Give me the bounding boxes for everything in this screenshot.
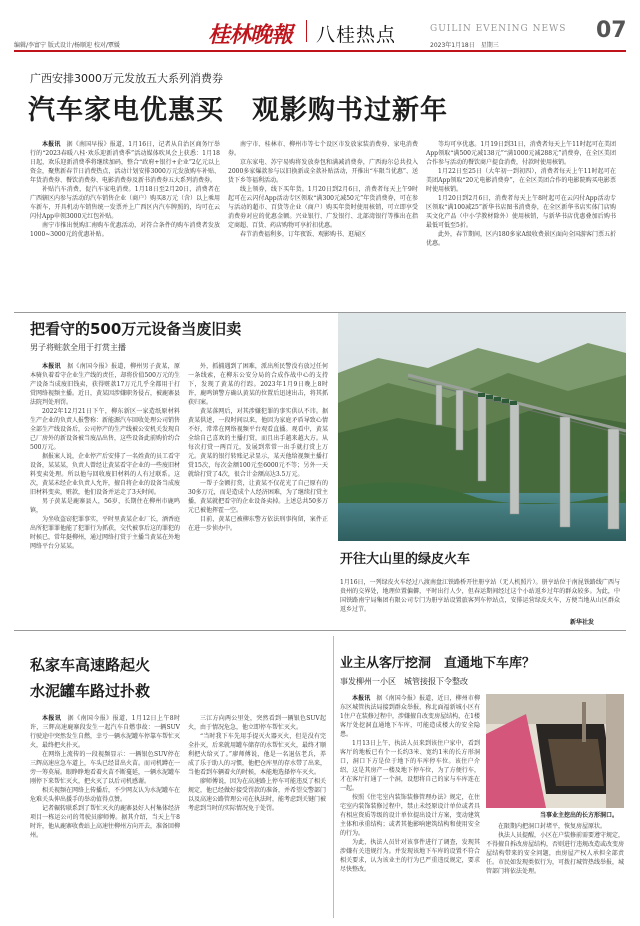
hole-photo: [486, 694, 624, 808]
paragraph: 一帮子金额打赏，让黄某不仅花光了自己原有的30多万元，而是造成个人经济困难，为了继续打赏主播，黄某就把看守的企业设备卖掉。上述总共50多万元已被他挥霍一空。: [188, 480, 328, 514]
paragraph: “当时我下车先用手提灭火器灭火，但是没有完全扑灭，后来就用罐车储存的水帮忙灭火，最终才顺利把火给灭了。”廖师傅说，他是一名退伍老兵，养成了乐于助人的习惯，他把仓库里的存水带了出来，当他看到车辆着火的时候，本能地选择停车灭火。: [188, 733, 326, 776]
section-name: 八桂热点: [316, 24, 397, 46]
page-number: 07: [596, 18, 627, 43]
paragraph: 执法人员提醒，小区在户装修前需要遵守规定，不得擅自拆改房屋结构，否则进行违规改造或改变房屋结构带来的安全问题，由房屋产权人承担全部责任。市民如发现类似行为，可拨打城管热线举报，城管部门将依法处理。: [486, 832, 624, 875]
paragraph: 相关视频在网络上传播后，不少网友认为水泥罐车在危难关头伸出援手的举动值得点赞。: [30, 787, 180, 803]
paragraph: 本报讯 据《南国早报》报道，1月16日，记者从自治区商务厅举行的“2023春暖八桂·欢乐迎新消费季”活动媒体吹风会上获悉：1月18日起，欢乐迎新消费季将继续加码，整合“政府+银行+企业”2亿元以上资金，聚焦新春节日消费热点，活动计划安排3000万元发放购车补贴、年货消费券、餐饮消费券、电影消费券及新书消费券五大系列消费券。: [30, 141, 220, 184]
story4-column-1: [340, 694, 480, 916]
lead-column-2: [228, 140, 418, 308]
story3-column-1: [30, 714, 180, 916]
paragraph: 本报讯 据《南国今报》报道，近日，柳州市柳东区城管执法局接到群众举报，称北面福新城小区有1住户在装修过程中，涉嫌擅自改变房屋结构，在1楼客厅处挖洞直通地下车库，可能造成楼大的安全隐患。: [340, 695, 480, 738]
story2-subhead: 男子将赃款全用于打赏主播: [30, 343, 126, 352]
paragraph: 南宁市推出悦购汇南购车优惠活动，对符合条件的购车消费者发放1000~3000元的优惠补贴。: [30, 222, 220, 238]
hole-photo-image: [486, 694, 624, 808]
story4-subhead: 事发柳州一小区 城管接报下令整改: [340, 677, 468, 686]
paragraph: 春节消费福利多，订年夜饭、观影购书、逛展区: [240, 231, 367, 238]
lead-headline: 汽车家电优惠买 观影购书过新年: [28, 95, 448, 126]
masthead-divider: [306, 20, 307, 42]
paragraph: 廖师傅说，因为在高速路上停车可能违反了相关规定，他已经做好接受罚款的准备，并希望交警部门以及高速公路管理公司在执法时，能考虑到关键门被考虑到当时的实际情况免于处罚。: [188, 778, 326, 812]
credits: 编辑/李富宁 版式设计/杨顺迎 校对/覃媛: [14, 42, 120, 49]
paragraph: 记者辗转联系到了帮忙灭火的鹿寨县好人村集体经济项目一栋运公司的驾驶员廖师傅。据其介绍，当天上午8时许，他从鹿寨收费站上高速往柳州方向开去，准备回柳州。: [30, 805, 180, 839]
paragraph: 补贴汽车消费，促汽车家电消费。1月18日至2月20日，消费者在广西辖区内参与活动的汽车销售企业（商户）购买8万元（含）以上乘用车新车，开具机动车销售统一发票并上广西区内汽车牌照的，均可在云闪付App申领3000元红包补贴。: [30, 186, 220, 220]
hole-photo-caption: 当事业主挖出的长方形洞口。: [540, 812, 619, 819]
paragraph: 1月13日上午，执法人员来到该住户家中，看到客厅的地板已有个一长约3米、宽约1米的长方形洞口，洞口下方是位于地下的车库停车位。该住户介绍，这是其房产一楼及地下停车位，为了方便行车，才在客厅打通了一个洞，设想将自己的家与车库连在一起。: [340, 740, 480, 792]
masthead-rule: [14, 50, 626, 52]
paragraph: 1月20日到2月6日，消费者每天上午8时起可在云闪付App活动专区领取“满100减25”新华书店图书消费券，在全区新华书店实体门店购买文化产品（中小学教材除外）使用核销，与新华书店优惠叠加后购书最低可低至5折。: [426, 195, 616, 229]
issue-date: 2023年1月18日 星期三: [430, 42, 499, 49]
story3-column-2: [188, 714, 326, 916]
middle-rule: [14, 630, 626, 631]
story4-headline: 业主从客厅挖洞 直通地下车库？: [340, 656, 536, 671]
story3-headline-1: 私家车高速路起火: [30, 656, 151, 674]
story2-column-1: [30, 362, 180, 624]
paragraph: 为坐收盗窃犯罪事实，平时里黄某企业厂长，酒香庭出所犯罪罪他能了犯罪行为抓获，交代被事后这的罪犯的时候已，常年挺柳州，通过网络打赏于主播当黄某在外地网络平台分某某。: [30, 516, 180, 550]
paragraph: 三江方向两公里处，突然看到一辆银色SUV起火，由于情况危急，他立即停车帮忙灭火。: [188, 715, 326, 731]
lead-column-1: [30, 140, 220, 308]
lead-column-3: [426, 140, 616, 308]
paragraph: 为此，执法人员针对该事件进行了调查，发现其涉嫌有关违规行为。并发现该地下车库的设置不符合相关要求，认为该业主的行为已严重违反规定，要求尽快整改。: [340, 839, 480, 873]
paragraph: 京东家电、苏宁易购将发放券包和满减消费券，广西海尔总共投入2000多家爆款参与以旧换新或全款补贴活动，开推出“车限当优惠”、送货下乡等福利活动。: [228, 159, 418, 184]
story2-column-2: [188, 362, 328, 624]
paragraph: 线上领券，线下买年货。1月20日到2月6日，消费者每天上午9时起可在云闪付App活动专区领取“满300元减50元”年货消费券，可在参与活动的超市、百货等企业（商户）购买年货时使用核销，可立即享受消费券对应的优惠金额。兴业银行、广发银行、北部湾银行等推出在指定商超、百货、药店购物可享折扣优惠。: [228, 186, 418, 229]
paragraph: 此外，春节期间，区内180多家A级收费景区面向全国游客门票五折优惠。: [426, 231, 616, 247]
paragraph: 本报讯 据《南国今报》报道，柳州男子黄某，原本骑负着看守企业生产线的责任，却将价值500万元的生产设备当成废旧钱卖，获得赃款17万元几乎全都用于打赏网络视频主播。近日，黄某因涉嫌职务侵占，被鹿寨县法院判处刑罚。: [30, 363, 180, 406]
masthead-logo: 桂林晚報: [208, 22, 293, 48]
paper-english-name: GUILIN EVENING NEWS: [430, 24, 567, 34]
paragraph: 1月22日至25日（大年初一到初四），消费者每天上午11时起可在美团App领取“20元电影消费券”，在全区美团合作的电影院购买电影票时使用核销。: [426, 168, 616, 193]
lead-kicker: 广西安排3000万元发放五大系列消费券: [30, 72, 223, 85]
paragraph: 外，抓捕遇到了困难，派出所民警没有放过任何一条线索，在柳东公安分局的合成作战中心的支持下，发现了黄某的行踪。2023年1月9日晚上8时许，鹿鸣镇警方确认黄某的位置后迅速出击，将其抓获归案。: [188, 363, 328, 406]
paragraph: 在限期内把洞口封堵平，恢复房屋原状。: [498, 823, 607, 830]
story3-headline-2: 水泥罐车路过扑救: [30, 682, 151, 700]
story4-column-2: [486, 822, 624, 916]
photo-caption-text: 1月16日，一列绿皮火车经过八渡南盘江铁路桥开往册亨站（无人机照片）。册亨站位于南昆铁路线广西与贵州的交界处，地理位置偏僻，平时出行人少，但春运期间经过这个小站返乡过年的群众较多。为此，中国铁路南宁局集团有限公司专门为册亨站设置旅客列车停站点，安排运营绿皮火车，方便当地从山区群众返乡过节。: [340, 579, 620, 613]
paragraph: 在网络上流传的一段视频显示：一辆银色SUV停在三辉高速应急车道上，车头已经冒出火苗。而司机蹲在一旁一筹莫展。眼睁睁地看着火苗不断蔓延，一辆水泥罐车刚停下来帮忙灭火，把火灭了以后司机感谢。: [30, 751, 180, 785]
paragraph: 南宁市、桂林市、柳州市等七个设区市发放家装消费券、家电消费券。: [228, 141, 418, 157]
paragraph: 据报案人说，企业停产后安排了一名姓黄的员工看守设备，某某某，负责人曾经让黄某看守企业的一些废旧材料变卖处理。所以他与回收废旧材料的人有过联系。这次，黄某未经企业负责人允许，擅自将企业的设备当成废旧材料变卖，赃款，他们设备并运走了3天时间。: [30, 453, 180, 496]
column-divider: [333, 636, 334, 918]
paragraph: 2022年12月21日下午，柳东新区一家造纸原材料生产企业的负责人报警称：新能源汽车回收处理公司销售全部生产线设备后，公司停产的生产线被公安机关发现自己厂房外的新设备被当废品出售，这些设备此前购价约合500万元。: [30, 408, 180, 451]
train-photo: [338, 313, 626, 541]
photo-caption-title: 开往大山里的绿皮火车: [340, 552, 471, 567]
paragraph: 按照《住宅室内装饰装修管理办法》规定，在住宅室内装饰装修过程中，禁止未经原设计单位或者具有相应资质等级的设计单位提出设计方案，变动建筑主体和承重结构；或者其他影响建筑结构和使用安全的行为。: [340, 794, 480, 837]
story2-headline: 把看守的500万元设备当废旧卖: [30, 320, 242, 338]
paragraph: 目前，黄某已被柳东警方依法刑事拘留，案件正在进一步侦办中。: [188, 516, 328, 532]
train-photo-image: [338, 313, 626, 541]
paragraph: 本报讯 据《南国今报》报道，1月12日上午8时许，三辉高速鹿寨段发生一起汽车自燃事故：一辆SUV行驶途中突然发生自燃，幸亏一辆水泥罐车停靠车帮忙灭火，最终把火扑灭。: [30, 715, 180, 749]
paragraph: 男子黄某是鹿寨县人，56岁，长期住在柳州市鹿鸣镇，: [30, 498, 180, 514]
paragraph: 黄某落网后，对其涉嫌犯罪的事实供认不讳。据黄某供述，一段时间以来，他因为家庭矛盾导致心情不好，常常在网络视频平台观看直播。观看中，黄某全给自己喜欢的主播打赏，而且出手越来越大方。从每次打赏一两百元，发展到常常一出手就打赏上万元。黄某的银行转账记录显示，某天他给视频主播打赏15次，每次金额100元至6000元不等；另外一天就给打赏了4次，很合计金额高达3.5万元。: [188, 408, 328, 478]
photo-credit: 新华社发: [570, 619, 595, 626]
paragraph: 等均可享优惠。1月19日到31日，消费者每天上午11时起可在美团App领取“满500元减138元”“满1000元减288元”消费券，在全区美团合作参与活动的餐饮商户提食消费，付款时使用核销。: [426, 141, 616, 166]
